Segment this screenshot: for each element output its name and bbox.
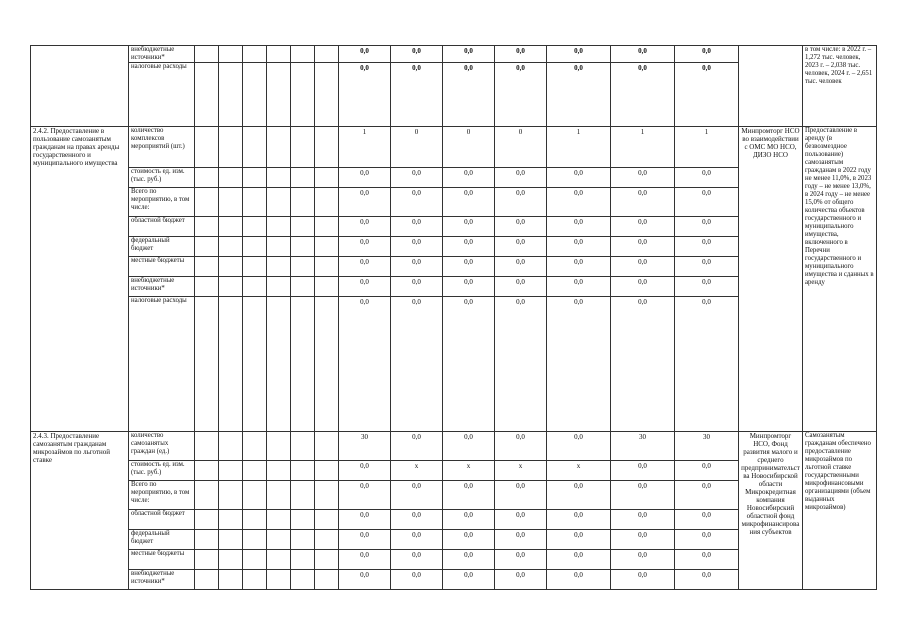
value-cell: 0,0 <box>495 530 547 550</box>
value-cell: 0,0 <box>495 432 547 461</box>
value-cell: 0,0 <box>339 257 391 277</box>
value-cell: 0,0 <box>391 217 443 237</box>
indicator-cell: количество самозанятых граждан (ед.) <box>129 432 195 461</box>
value-cell: 0,0 <box>495 510 547 530</box>
value-cell: 0,0 <box>611 510 675 530</box>
value-cell: 0,0 <box>547 46 611 63</box>
value-cell: 0,0 <box>339 277 391 297</box>
indicator-cell: федеральный бюджет <box>129 237 195 257</box>
value-cell: х <box>391 461 443 481</box>
indicator-cell: стоимость ед. изм. (тыс. руб.) <box>129 168 195 188</box>
program-measures-table <box>30 45 877 590</box>
value-cell: 0,0 <box>611 481 675 510</box>
value-cell: 0 <box>495 127 547 168</box>
value-cell: 0,0 <box>547 297 611 432</box>
table-row <box>31 432 877 461</box>
value-cell: 0,0 <box>391 188 443 217</box>
value-cell: 1 <box>675 127 739 168</box>
value-cell: 0,0 <box>675 168 739 188</box>
value-cell: 30 <box>675 432 739 461</box>
value-cell: 0,0 <box>443 257 495 277</box>
value-cell: 1 <box>547 127 611 168</box>
table-row <box>31 46 877 63</box>
value-cell: 0,0 <box>339 63 391 127</box>
value-cell: 0,0 <box>443 432 495 461</box>
value-cell: 0,0 <box>443 481 495 510</box>
value-cell: 0,0 <box>547 277 611 297</box>
value-cell: 0,0 <box>675 481 739 510</box>
value-cell: х <box>495 461 547 481</box>
indicator-cell: местные бюджеты <box>129 257 195 277</box>
value-cell: 0,0 <box>547 481 611 510</box>
value-cell: 0,0 <box>495 481 547 510</box>
value-cell: 0,0 <box>495 277 547 297</box>
value-cell: 0,0 <box>547 63 611 127</box>
value-cell: 0,0 <box>443 277 495 297</box>
value-cell: 0,0 <box>547 530 611 550</box>
value-cell: 0,0 <box>443 510 495 530</box>
value-cell: 0,0 <box>339 237 391 257</box>
value-cell: 0,0 <box>611 550 675 570</box>
indicator-cell: количество комплексов мероприятий (шт.) <box>129 127 195 168</box>
value-cell: 0,0 <box>495 297 547 432</box>
value-cell: 0,0 <box>339 550 391 570</box>
value-cell: 0,0 <box>547 188 611 217</box>
value-cell: 0,0 <box>675 217 739 237</box>
value-cell: 0,0 <box>339 510 391 530</box>
value-cell: 0,0 <box>611 530 675 550</box>
indicator-cell: налоговые расходы <box>129 63 195 127</box>
table-row <box>31 127 877 168</box>
value-cell: 0,0 <box>547 257 611 277</box>
value-cell: 0,0 <box>391 432 443 461</box>
indicator-cell: областной бюджет <box>129 510 195 530</box>
value-cell: 0,0 <box>443 46 495 63</box>
value-cell: 0,0 <box>339 188 391 217</box>
value-cell: 0,0 <box>495 63 547 127</box>
value-cell: 0,0 <box>495 46 547 63</box>
value-cell: 0,0 <box>675 510 739 530</box>
indicator-cell: Всего по мероприятию, в том числе: <box>129 481 195 510</box>
value-cell: 0,0 <box>547 217 611 237</box>
value-cell: 0,0 <box>391 530 443 550</box>
value-cell: 0,0 <box>339 217 391 237</box>
value-cell: 0,0 <box>443 63 495 127</box>
value-cell: 0,0 <box>611 277 675 297</box>
result-cell: Предоставление в аренду (в безвозмездное пользование) самозанятым гражданам в 2022 году не менее 11,0%, в 2023 году – не менее 13,0%, в 2024 году – не менее 15,0% от общего количества объектов государственного и муниципального имущества, включенного в Перечни государственного и муниципального имущества и сданных в аренду <box>803 127 877 432</box>
value-cell: 0,0 <box>339 481 391 510</box>
value-cell: 0,0 <box>547 570 611 590</box>
value-cell: 30 <box>611 432 675 461</box>
value-cell: 0,0 <box>443 570 495 590</box>
value-cell: 0,0 <box>611 63 675 127</box>
value-cell: 0,0 <box>443 530 495 550</box>
value-cell: 0,0 <box>443 168 495 188</box>
value-cell: 0,0 <box>495 550 547 570</box>
value-cell: 0,0 <box>443 550 495 570</box>
indicator-cell: Всего по мероприятию, в том числе: <box>129 188 195 217</box>
value-cell: 0,0 <box>495 217 547 237</box>
value-cell: 0,0 <box>339 570 391 590</box>
value-cell: 0,0 <box>443 188 495 217</box>
value-cell: 0,0 <box>611 188 675 217</box>
value-cell: 0,0 <box>391 550 443 570</box>
value-cell: 0,0 <box>339 530 391 550</box>
value-cell: 0,0 <box>495 570 547 590</box>
value-cell: 0,0 <box>611 46 675 63</box>
value-cell: 0,0 <box>339 461 391 481</box>
value-cell: 1 <box>611 127 675 168</box>
indicator-cell: внебюджетные источники* <box>129 46 195 63</box>
value-cell: 0,0 <box>547 168 611 188</box>
result-cell: в том числе: в 2022 г. – 1,272 тыс. человек, 2023 г. – 2,038 тыс. человек, 2024 г. – 2,651 тыс. человек <box>803 46 877 127</box>
value-cell: 0,0 <box>391 570 443 590</box>
measure-cell: 2.4.2. Предоставление в пользование самозанятым гражданам на правах аренды государственного и муниципального имущества <box>31 127 129 432</box>
value-cell: 0,0 <box>611 237 675 257</box>
indicator-cell: стоимость ед. изм. (тыс. руб.) <box>129 461 195 481</box>
value-cell: 0,0 <box>675 188 739 217</box>
value-cell: 0,0 <box>675 570 739 590</box>
value-cell: 0 <box>443 127 495 168</box>
value-cell: 0,0 <box>443 297 495 432</box>
document-page <box>30 45 877 590</box>
value-cell: 0,0 <box>443 217 495 237</box>
value-cell: 0,0 <box>391 168 443 188</box>
value-cell: 0,0 <box>339 46 391 63</box>
value-cell: 0,0 <box>547 550 611 570</box>
value-cell: 30 <box>339 432 391 461</box>
value-cell: 0,0 <box>675 550 739 570</box>
value-cell: 0,0 <box>391 257 443 277</box>
value-cell: 0,0 <box>495 237 547 257</box>
indicator-cell: внебюджетные источники* <box>129 277 195 297</box>
value-cell: 0,0 <box>675 63 739 127</box>
indicator-cell: налоговые расходы <box>129 297 195 432</box>
value-cell: 0,0 <box>675 461 739 481</box>
responsible-cell: Минпромторг НСО во взаимодействии с ОМС МО НСО, ДИЗО НСО <box>739 127 803 432</box>
value-cell: 0,0 <box>391 510 443 530</box>
value-cell: 0,0 <box>547 432 611 461</box>
responsible-cell: Минпромторг НСО, Фонд развития малого и среднего предпринимательства Новосибирской области Микрокредитная компания Новосибирский областной фонд микрофинансирования субъектов <box>739 432 803 590</box>
indicator-cell: областной бюджет <box>129 217 195 237</box>
value-cell: 0,0 <box>611 461 675 481</box>
measure-cell: 2.4.3. Предоставление самозанятым гражданам микрозаймов по льготной ставке <box>31 432 129 590</box>
value-cell: 0,0 <box>611 257 675 277</box>
responsible-cell <box>739 46 803 127</box>
value-cell: 0,0 <box>495 188 547 217</box>
indicator-cell: внебюджетные источники* <box>129 570 195 590</box>
value-cell: 0,0 <box>675 46 739 63</box>
value-cell: 0,0 <box>391 63 443 127</box>
value-cell: 0,0 <box>611 570 675 590</box>
value-cell: 1 <box>339 127 391 168</box>
value-cell: 0,0 <box>391 297 443 432</box>
measure-cell <box>31 46 129 127</box>
value-cell: х <box>443 461 495 481</box>
value-cell: 0,0 <box>675 277 739 297</box>
value-cell: 0 <box>391 127 443 168</box>
value-cell: 0,0 <box>339 297 391 432</box>
value-cell: 0,0 <box>391 237 443 257</box>
value-cell: 0,0 <box>611 168 675 188</box>
value-cell: 0,0 <box>495 257 547 277</box>
indicator-cell: федеральный бюджет <box>129 530 195 550</box>
value-cell: 0,0 <box>611 297 675 432</box>
value-cell: 0,0 <box>611 217 675 237</box>
value-cell: 0,0 <box>391 277 443 297</box>
result-cell: Самозанятым гражданам обеспечено предоставление микрозаймов по льготной ставке государственными микрофинансовыми организациями (объем выданных микрозаймов) <box>803 432 877 590</box>
indicator-cell: местные бюджеты <box>129 550 195 570</box>
value-cell: 0,0 <box>675 530 739 550</box>
value-cell: 0,0 <box>547 237 611 257</box>
value-cell: 0,0 <box>339 168 391 188</box>
value-cell: х <box>547 461 611 481</box>
value-cell: 0,0 <box>391 46 443 63</box>
value-cell: 0,0 <box>495 168 547 188</box>
value-cell: 0,0 <box>391 481 443 510</box>
value-cell: 0,0 <box>675 297 739 432</box>
value-cell: 0,0 <box>675 257 739 277</box>
value-cell: 0,0 <box>547 510 611 530</box>
value-cell: 0,0 <box>675 237 739 257</box>
value-cell: 0,0 <box>443 237 495 257</box>
